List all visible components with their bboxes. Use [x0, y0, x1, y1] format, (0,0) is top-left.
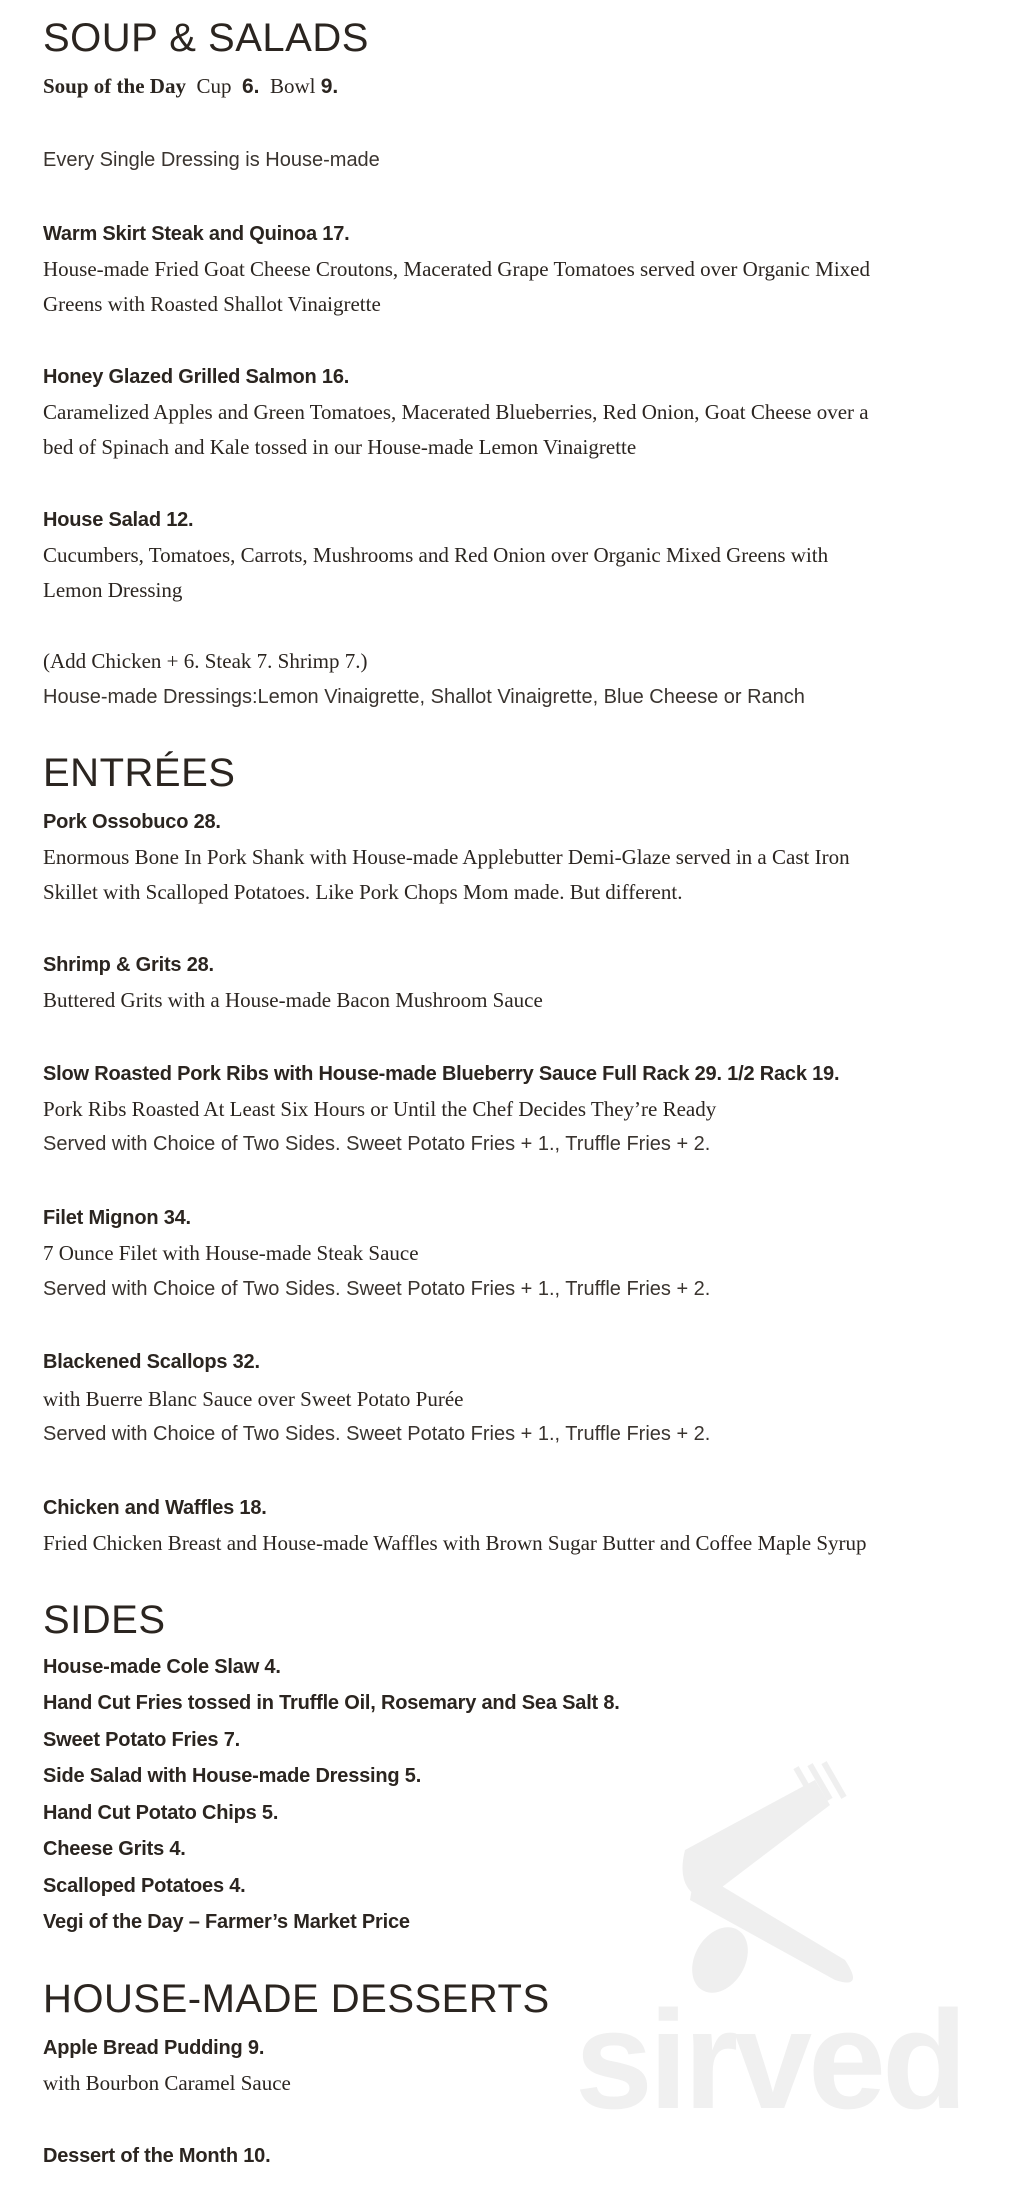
knife-fork-spoon-icon [665, 1760, 905, 2010]
soup-cup-label: Cup [196, 74, 232, 98]
side-item: Scalloped Potatoes 4. [43, 1875, 246, 1897]
menu-item-desc: Greens with Roasted Shallot Vinaigrette [43, 292, 381, 316]
soup-name: Soup of the Day [43, 74, 186, 98]
menu-item-desc: Fried Chicken Breast and House-made Waffles with Brown Sugar Butter and Coffee Maple Syrup [43, 1531, 867, 1555]
menu-item-desc: Caramelized Apples and Green Tomatoes, Macerated Blueberries, Red Onion, Goat Cheese over a [43, 400, 869, 424]
menu-item-title: Chicken and Waffles 18. [43, 1497, 267, 1519]
section-heading-desserts: HOUSE-MADE DESSERTS [43, 1977, 550, 2021]
menu-item-desc: 7 Ounce Filet with House-made Steak Sauce [43, 1241, 419, 1265]
section-heading-entrees: ENTRÉES [43, 751, 236, 795]
addons-note: (Add Chicken + 6. Steak 7. Shrimp 7.) [43, 649, 368, 673]
section-heading-sides: SIDES [43, 1598, 166, 1642]
menu-item-title: Shrimp & Grits 28. [43, 954, 214, 976]
side-item: Sweet Potato Fries 7. [43, 1729, 240, 1751]
side-item: Side Salad with House-made Dressing 5. [43, 1765, 422, 1787]
sides-note: Served with Choice of Two Sides. Sweet Potato Fries + 1., Truffle Fries + 2. [43, 1133, 711, 1155]
side-item: House-made Cole Slaw 4. [43, 1656, 281, 1678]
side-item: Hand Cut Fries tossed in Truffle Oil, Rosemary and Sea Salt 8. [43, 1692, 620, 1714]
menu-item-desc: House-made Fried Goat Cheese Croutons, Macerated Grape Tomatoes served over Organic Mixed [43, 257, 870, 281]
menu-item-desc: Cucumbers, Tomatoes, Carrots, Mushrooms and Red Onion over Organic Mixed Greens with [43, 543, 829, 567]
sides-note: Served with Choice of Two Sides. Sweet Potato Fries + 1., Truffle Fries + 2. [43, 1423, 711, 1445]
dressings-list: House-made Dressings:Lemon Vinaigrette, Shallot Vinaigrette, Blue Cheese or Ranch [43, 686, 805, 708]
side-item: Hand Cut Potato Chips 5. [43, 1802, 279, 1824]
menu-item-title: House Salad 12. [43, 509, 194, 531]
menu-item-title: Honey Glazed Grilled Salmon 16. [43, 366, 350, 388]
menu-item-title: Filet Mignon 34. [43, 1207, 191, 1229]
menu-item-title: Apple Bread Pudding 9. [43, 2037, 265, 2059]
menu-item-title: Slow Roasted Pork Ribs with House-made Blueberry Sauce Full Rack 29. 1/2 Rack 19. [43, 1063, 840, 1085]
menu-item-title: Dessert of the Month 10. [43, 2145, 271, 2167]
soup-bowl-label: Bowl [269, 74, 316, 98]
soup-bowl-price: 9. [320, 75, 339, 98]
watermark-text: sirved [575, 1981, 964, 2138]
menu-item-title: Warm Skirt Steak and Quinoa 17. [43, 223, 350, 245]
menu-item-desc: with Bourbon Caramel Sauce [43, 2071, 291, 2095]
menu-item-title: Blackened Scallops 32. [43, 1351, 260, 1373]
dressing-note: Every Single Dressing is House-made [43, 149, 380, 171]
soup-of-the-day [43, 76, 338, 97]
menu-item-desc: Pork Ribs Roasted At Least Six Hours or Until the Chef Decides They’re Ready [43, 1097, 717, 1121]
soup-cup-price: 6. [241, 75, 260, 98]
side-item: Vegi of the Day – Farmer’s Market Price [43, 1911, 410, 1933]
section-heading-soup-salads: SOUP & SALADS [43, 16, 369, 60]
menu-item-desc: Buttered Grits with a House-made Bacon Mushroom Sauce [43, 988, 543, 1012]
side-item: Cheese Grits 4. [43, 1838, 186, 1860]
menu-item-desc: Lemon Dressing [43, 578, 183, 602]
menu-item-desc: Skillet with Scalloped Potatoes. Like Pork Chops Mom made. But different. [43, 880, 683, 904]
menu-item-desc: with Buerre Blanc Sauce over Sweet Potato Purée [43, 1387, 464, 1411]
menu-item-title: Pork Ossobuco 28. [43, 811, 221, 833]
menu-item-desc: Enormous Bone In Pork Shank with House-made Applebutter Demi-Glaze served in a Cast Iron [43, 845, 850, 869]
menu-item-desc: bed of Spinach and Kale tossed in our House-made Lemon Vinaigrette [43, 435, 637, 459]
sides-note: Served with Choice of Two Sides. Sweet Potato Fries + 1., Truffle Fries + 2. [43, 1278, 711, 1300]
